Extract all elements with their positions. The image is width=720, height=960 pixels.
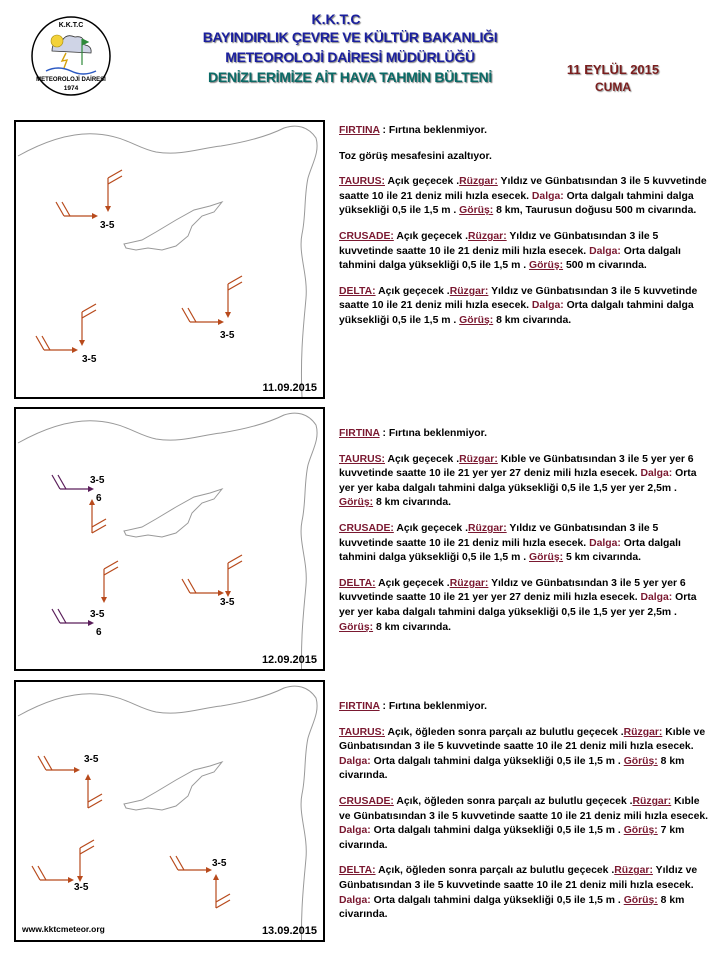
wind-arrow <box>182 579 224 596</box>
forecast-paragraph <box>339 726 711 784</box>
forecast-paragraph <box>339 124 711 139</box>
wind-arrow <box>170 856 212 873</box>
region-label: CRUSADE: <box>339 230 394 242</box>
forecast-text: Yıldız ve Günbatısından 3 ile 5 kuvvetinde saatte 10 ile 21 deniz mili hızla esecek. <box>339 285 698 312</box>
forecast-text: Orta dalgalı tahmini dalga yüksekliği 0,5 ile 1,5 m . <box>339 245 681 272</box>
region-label: Rüzgar: <box>614 865 653 877</box>
forecast-text: 8 km civarında. <box>339 894 685 921</box>
wind-force-label: 3-5 <box>220 597 235 608</box>
region-label: Görüş: <box>623 825 658 837</box>
forecast-paragraph <box>339 577 711 635</box>
wind-force-label: 3-5 <box>84 754 99 765</box>
forecast-text: 8 km civarında. <box>373 621 452 633</box>
wind-arrow <box>213 874 230 908</box>
header-ministry: BAYINDIRLIK ÇEVRE VE KÜLTÜR BAKANLIĞI <box>202 29 498 45</box>
region-label: Dalga: <box>339 825 371 837</box>
region-label: Görüş: <box>459 314 494 326</box>
wind-force-label: 3-5 <box>90 609 105 620</box>
region-label: Rüzgar: <box>459 453 498 465</box>
region-label: FIRTINA <box>339 125 380 136</box>
region-label: Rüzgar: <box>623 726 663 738</box>
region-label: Görüş: <box>623 894 658 906</box>
forecast-text: Açık geçecek . <box>393 230 468 242</box>
forecast-text: Açık geçecek . <box>375 577 450 589</box>
region-label: Görüş: <box>339 621 374 633</box>
svg-text:METEOROLOJİ DAİRESİ: METEOROLOJİ DAİRESİ <box>36 77 106 83</box>
forecast-text: Açık geçecek . <box>384 453 460 465</box>
svg-text:1974: 1974 <box>63 85 79 92</box>
forecast-text: 8 km civarında. <box>339 755 685 782</box>
coastline <box>18 413 317 669</box>
wind-arrow <box>182 308 224 325</box>
forecast-text: : Fırtına beklenmiyor. <box>379 125 487 136</box>
region-label: Rüzgar: <box>449 577 489 589</box>
forecast-text: Orta dalgalı tahmini dalga yüksekliği 0,5 ile 1,5 m . <box>339 300 694 326</box>
map-2 <box>16 409 323 669</box>
wind-arrow <box>32 866 74 883</box>
map-date-3: 13.09.2015 <box>261 925 317 937</box>
forecast-map-panel-3 <box>14 680 325 942</box>
forecast-text: Kıble ve Günbatısından 3 ile 5 kuvvetinde saatte 10 ile 21 deniz mili hızla esecek. <box>339 726 706 753</box>
header-department: METEOROLOJİ DAİRESİ MÜDÜRLÜĞÜ <box>225 49 475 65</box>
forecast-text: Kıble ve Günbatısından 3 ile 5 yer yer 6 kuvvetinde saatte 10 ile 21 yer yer 27 deniz mili hızla esecek. <box>339 453 694 480</box>
wind-arrow <box>38 756 80 773</box>
region-label: Dalga: <box>589 245 621 257</box>
forecast-text: Orta dalgalı tahmini dalga yüksekliği 0,5 ile 1,5 m . <box>339 190 694 217</box>
forecast-text: Açık geçecek . <box>393 522 468 534</box>
coastline <box>18 126 317 397</box>
cyprus-outline <box>124 762 222 810</box>
region-label: Dalga: <box>339 755 371 767</box>
region-label: Görüş: <box>529 260 564 272</box>
forecast-text: 8 km civarında. <box>373 497 452 509</box>
region-label: CRUSADE: <box>339 522 394 534</box>
region-label: Görüş: <box>459 205 494 217</box>
region-label: Dalga: <box>339 894 371 906</box>
forecast-paragraph <box>339 427 711 442</box>
region-label: CRUSADE: <box>339 795 394 807</box>
region-label: Rüzgar: <box>467 522 507 534</box>
forecast-text-3 <box>339 700 711 934</box>
region-label: Dalga: <box>640 592 673 604</box>
wind-arrow <box>85 774 102 808</box>
wind-arrow <box>52 475 94 492</box>
forecast-text: Açık geçecek . <box>375 285 450 297</box>
forecast-text: Orta yer yer kaba dalgalı tahmini dalga yüksekliği 0,5 ile 1,5 yer yer 2,5m . <box>339 468 697 494</box>
forecast-text: Kıble ve Günbatısından 3 ile 5 kuvvetinde saatte 10 ile 21 deniz mili hızla esecek. <box>339 795 709 822</box>
forecast-paragraph <box>339 795 711 853</box>
forecast-text: Açık geçecek . <box>384 176 460 188</box>
forecast-paragraph <box>339 453 711 511</box>
map-3 <box>16 682 323 940</box>
website-url: www.kktcmeteor.org <box>22 924 105 934</box>
forecast-text: Yıldız ve Günbatısından 3 ile 5 kuvvetinde saatte 10 ile 21 deniz mili hızla esecek. <box>339 230 659 257</box>
map-1 <box>16 122 323 397</box>
region-label: FIRTINA <box>339 701 380 712</box>
forecast-paragraph <box>339 230 711 274</box>
svg-text:K.K.T.C: K.K.T.C <box>58 22 84 29</box>
wind-force-label: 3-5 <box>212 858 227 869</box>
region-label: Görüş: <box>623 755 658 767</box>
wind-arrow <box>225 276 242 318</box>
forecast-text: Orta dalgalı tahmini dalga yüksekliği 0,5 ile 1,5 m . <box>370 825 624 837</box>
forecast-text: Yıldız ve Günbatısından 3 ile 5 kuvvetinde saatte 10 ile 21 deniz mili hızla esecek. <box>339 865 698 891</box>
wind-arrow <box>52 609 94 626</box>
header-bulletin-title: DENİZLERİMİZE AİT HAVA TAHMİN BÜLTENİ <box>208 69 492 85</box>
wind-force-label: 3-5 <box>100 220 115 231</box>
forecast-map-panel-1 <box>14 120 325 399</box>
forecast-text: 7 km civarında. <box>339 825 685 851</box>
forecast-text: Orta dalgalı tahmini dalga yüksekliği 0,5 ile 1,5 m . <box>370 755 624 767</box>
cyprus-outline <box>124 202 222 250</box>
wind-force-label: 3-5 <box>82 354 97 365</box>
map-date-2: 12.09.2015 <box>261 654 317 666</box>
forecast-text: Yıldız ve Günbatısından 3 ile 5 yer yer 6 kuvvetinde saatte 10 ile 21 yer yer 27 deniz mili hızla esecek. <box>339 577 686 604</box>
forecast-text: 8 km civarında. <box>493 314 572 326</box>
forecast-paragraph <box>339 522 711 566</box>
wind-arrow <box>101 561 118 603</box>
forecast-text: : Fırtına beklenmiyor. <box>379 701 487 712</box>
wind-force-label: 6 <box>96 627 102 638</box>
forecast-map-panel-2 <box>14 407 325 671</box>
coastline <box>18 686 317 940</box>
header-kktc: K.K.T.C <box>311 11 361 27</box>
forecast-text: 500 m civarında. <box>563 260 647 272</box>
region-label: DELTA: <box>339 577 376 589</box>
region-label: Dalga: <box>640 468 673 480</box>
region-label: TAURUS: <box>339 453 385 465</box>
region-label: Rüzgar: <box>632 795 672 807</box>
forecast-text: Toz görüş mesafesini azaltıyor. <box>339 150 492 162</box>
forecast-text: Yıldız ve Günbatısından 3 ile 5 kuvvetinde saatte 10 ile 21 deniz mili hızla esecek. <box>339 176 707 202</box>
wind-arrow <box>36 336 78 353</box>
wind-force-label: 6 <box>96 493 102 504</box>
forecast-paragraph <box>339 285 711 329</box>
forecast-text: : Fırtına beklenmiyor. <box>379 428 487 439</box>
forecast-text: Yıldız ve Günbatısından 3 ile 5 kuvvetinde saatte 10 ile 21 deniz mili hızla esecek. <box>339 522 659 549</box>
wind-arrow <box>105 170 122 212</box>
forecast-text: Açık, öğleden sonra parçalı az bulutlu geçecek . <box>375 865 615 877</box>
wind-arrow <box>89 499 106 533</box>
meteorology-logo <box>30 15 112 97</box>
forecast-text: 5 km civarında. <box>563 552 642 564</box>
wind-arrow <box>56 202 98 219</box>
forecast-paragraph <box>339 864 711 922</box>
region-label: TAURUS: <box>339 726 385 738</box>
wind-force-label: 3-5 <box>90 475 105 486</box>
forecast-text: 8 km, Taurusun doğusu 500 m civarında. <box>493 205 697 217</box>
region-label: Görüş: <box>339 497 374 509</box>
map-date-1: 11.09.2015 <box>262 382 317 394</box>
region-label: Dalga: <box>531 190 564 202</box>
region-label: Rüzgar: <box>449 285 489 297</box>
forecast-text-1 <box>339 124 711 340</box>
region-label: DELTA: <box>339 865 376 877</box>
forecast-paragraph <box>339 150 711 165</box>
forecast-text: Orta yer yer kaba dalgalı tahmini dalga yüksekliği 0,5 ile 1,5 yer yer 2,5m . <box>339 592 697 618</box>
forecast-text: Açık, öğleden sonra parçalı az bulutlu geçecek . <box>393 795 633 807</box>
region-label: Dalga: <box>531 300 564 312</box>
forecast-paragraph <box>339 700 711 715</box>
region-label: Rüzgar: <box>459 176 498 188</box>
wind-arrow <box>79 304 96 346</box>
header-day: CUMA <box>595 80 631 94</box>
forecast-text: Açık, öğleden sonra parçalı az bulutlu geçecek . <box>384 726 624 738</box>
region-label: TAURUS: <box>339 176 385 188</box>
region-label: DELTA: <box>339 285 376 297</box>
header-date: 11 EYLÜL 2015 <box>566 62 660 77</box>
wind-arrow <box>77 840 94 882</box>
forecast-text: Orta dalgalı tahmini dalga yüksekliği 0,5 ile 1,5 m . <box>339 537 681 564</box>
region-label: FIRTINA <box>339 428 380 439</box>
forecast-paragraph <box>339 175 711 219</box>
region-label: Dalga: <box>589 537 621 549</box>
region-label: Görüş: <box>529 552 564 564</box>
cyprus-outline <box>124 489 222 537</box>
forecast-text-2 <box>339 427 711 646</box>
wind-force-label: 3-5 <box>220 330 235 341</box>
wind-force-label: 3-5 <box>74 882 89 893</box>
wind-arrow <box>225 555 242 597</box>
forecast-text: Orta dalgalı tahmini dalga yüksekliği 0,5 ile 1,5 m . <box>370 894 624 906</box>
region-label: Rüzgar: <box>467 230 507 242</box>
